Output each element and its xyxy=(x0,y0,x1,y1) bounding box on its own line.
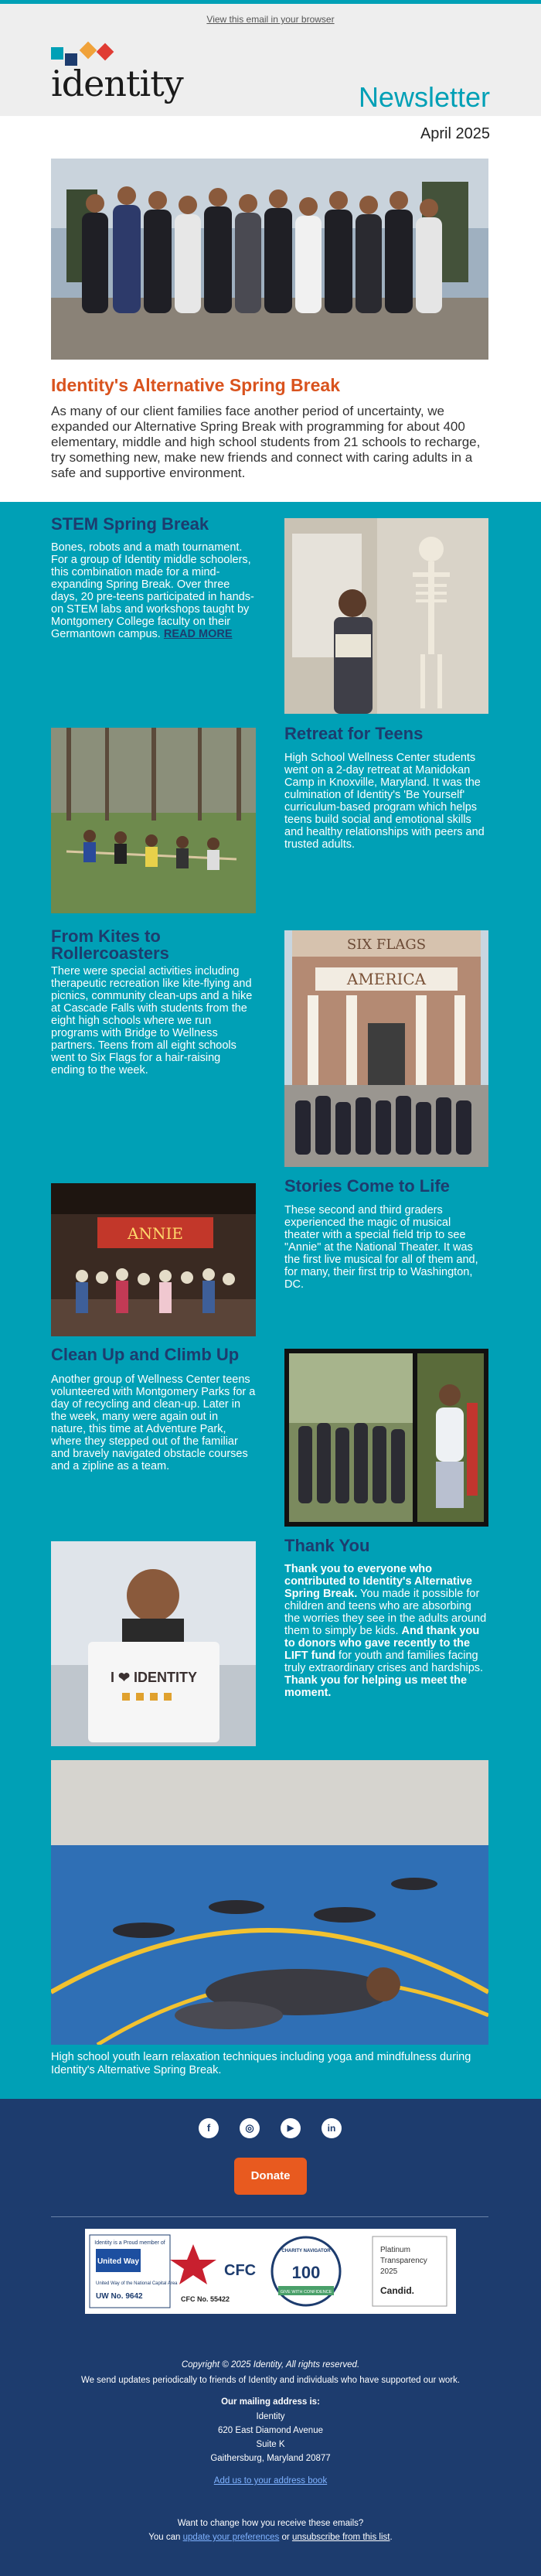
united-way-number: UW No. 9642 xyxy=(96,2292,143,2301)
cleanup-title: Clean Up and Climb Up xyxy=(51,1345,240,1364)
retreat-body: High School Wellness Center students went on a 2-day retreat at Manidokan Camp in Knoxville, Maryland. It was the culmination of Identity's 'Be Yourself' curriculum-based program which helps teens build social and emotional skills and healthy relationships with peers and trusted adults. xyxy=(284,752,485,851)
logo-square-red xyxy=(97,43,114,61)
thank-you-text-1: You made it possible for children and teens who are absorbing the worries they see in the adults around them to simply be kids. xyxy=(284,1588,487,1637)
thank-you-text-2: for youth and families facing truly extraordinary crises and hardships. xyxy=(284,1650,484,1674)
address-line-3: Suite K xyxy=(256,2440,285,2449)
annie-sign-text: ANNIE xyxy=(128,1224,183,1243)
thank-you-bold-3: Thank you for helping us meet the moment. xyxy=(284,1674,468,1699)
email-header xyxy=(0,4,541,116)
address-line-1: Identity xyxy=(256,2412,285,2421)
candid-line-4: Candid. xyxy=(380,2285,414,2296)
copyright-text: Copyright © 2025 Identity, All rights reserved. xyxy=(181,2360,360,2370)
instagram-icon[interactable]: ◎ xyxy=(240,2118,260,2138)
view-in-browser-link[interactable]: View this email in your browser xyxy=(206,14,335,25)
address-line-2: 620 East Diamond Avenue xyxy=(218,2426,323,2435)
linkedin-icon[interactable]: in xyxy=(322,2118,342,2138)
candid-line-1: Platinum xyxy=(380,2246,410,2254)
period-text: . xyxy=(390,2533,393,2542)
annie-theater-photo xyxy=(51,1183,256,1336)
footer-notice: We send updates periodically to friends of Identity and individuals who have supported our work. xyxy=(80,2376,461,2385)
charity-navigator-bottom: GIVE WITH CONFIDENCE xyxy=(280,2290,332,2295)
kites-title: From Kites to Rollercoasters xyxy=(51,926,169,963)
cleanup-collage-photo xyxy=(284,1349,488,1527)
accreditation-badges xyxy=(85,2229,456,2314)
stories-body: These second and third graders experienced the magic of musical theater with a special field trip to see "Annie" at the National Theater. It was the first live musical for all of them and, for many, their first trip to Washington, DC. xyxy=(284,1204,478,1291)
united-way-top-text: Identity is a Proud member of xyxy=(94,2240,165,2246)
stem-title: STEM Spring Break xyxy=(51,514,209,534)
stem-body-text: Bones, robots and a math tournament. For a group of Identity middle schoolers, this combination made for a mind-expanding Spring Break. Over three days, 20 pre-teens participated in hands-on STEM labs and workshops taught by Montgomery College faculty on their Germantown campus. xyxy=(51,541,254,640)
lead-article-body: As many of our client families face another period of uncertainty, we expanded our Alternative Spring Break with programming for about 400 elementary, middle and high school students from 21 schools to recharge, try something new, make new friends and connect with caring adults in a safe and supportive environment. xyxy=(51,404,481,480)
mailing-label: Our mailing address is: xyxy=(221,2397,320,2407)
youtube-icon[interactable]: ▶ xyxy=(281,2118,301,2138)
facebook-icon[interactable]: f xyxy=(199,2118,219,2138)
kites-body: There were special activities including therapeutic recreation like kite-flying and picnics, community clean-ups and a hike at Cascade Falls with students from the eight high schools where we run programs with Bridge to Wellness partners. Teens from all eight schools went to Six Flags for a hair-raising ending to the week. xyxy=(51,965,253,1076)
thank-you-bold-1: Thank you to everyone who contributed to Identity's Alternative Spring Break. xyxy=(284,1563,472,1600)
update-preferences-link[interactable]: update your preferences xyxy=(182,2533,280,2542)
united-way-name: United Way xyxy=(97,2257,140,2266)
change-prefs-question: Want to change how you receive these emails? xyxy=(177,2519,364,2528)
logo-wordmark: identity xyxy=(51,63,183,104)
candid-line-3: 2025 xyxy=(380,2267,398,2276)
footer-divider xyxy=(51,2216,488,2217)
or-text: or xyxy=(279,2533,292,2542)
relaxation-caption: High school youth learn relaxation techniques including yoga and mindfulness during Identity's Alternative Spring Break. xyxy=(51,2051,471,2076)
retreat-tug-of-war-photo xyxy=(51,728,256,913)
read-more-link[interactable]: READ MORE xyxy=(163,628,233,640)
newsletter-title: Newsletter xyxy=(358,81,490,113)
cleanup-body: Another group of Wellness Center teens volunteered with Montgomery Parks for a day of recycling and clean-up. Later in the week, many were again out in nature, this time at Adventure Park, where they stepped out of the familiar and bravely navigated obstacle courses and a zipline as a team. xyxy=(51,1373,256,1472)
six-flags-photo xyxy=(284,930,488,1167)
america-sign-text: AMERICA xyxy=(346,970,427,988)
logo-square-teal xyxy=(51,47,63,60)
add-address-book-link[interactable]: Add us to your address book xyxy=(213,2476,328,2486)
add-address-book-row xyxy=(0,2475,541,2488)
thank-you-body xyxy=(284,1563,488,1699)
prefs-row xyxy=(0,2531,541,2544)
thank-you-bold-2: And thank you to donors who gave recently to the LIFT fund xyxy=(284,1625,480,1662)
logo-square-gold xyxy=(80,42,97,60)
united-way-sub: United Way of the National Capital Area xyxy=(96,2281,178,2286)
address-line-4: Gaithersburg, Maryland 20877 xyxy=(210,2454,331,2463)
six-flags-sign-text: SIX FLAGS xyxy=(346,937,427,953)
candid-line-2: Transparency xyxy=(380,2257,427,2265)
charity-navigator-score: 100 xyxy=(291,2263,321,2282)
stem-body xyxy=(51,541,256,640)
identity-logo[interactable] xyxy=(51,43,206,112)
you-can-text: You can xyxy=(148,2533,183,2542)
thank-you-tshirt-photo xyxy=(51,1541,256,1746)
issue-date: April 2025 xyxy=(420,125,490,142)
cfc-number: CFC No. 55422 xyxy=(181,2295,230,2303)
charity-navigator-top: CHARITY NAVIGATOR xyxy=(281,2249,331,2254)
relaxation-yoga-photo xyxy=(51,1760,488,2045)
retreat-title: Retreat for Teens xyxy=(284,724,424,743)
thank-you-title: Thank You xyxy=(284,1536,370,1555)
hero-group-photo xyxy=(51,159,488,360)
unsubscribe-link[interactable]: unsubscribe from this list xyxy=(291,2533,390,2542)
cfc-name: CFC xyxy=(224,2262,257,2279)
donate-button[interactable]: Donate xyxy=(234,2158,307,2195)
stories-title: Stories Come to Life xyxy=(284,1176,450,1196)
stem-skeleton-photo xyxy=(284,518,488,714)
lead-article-title: Identity's Alternative Spring Break xyxy=(51,375,340,395)
tshirt-text: I ❤ IDENTITY xyxy=(110,1670,198,1685)
